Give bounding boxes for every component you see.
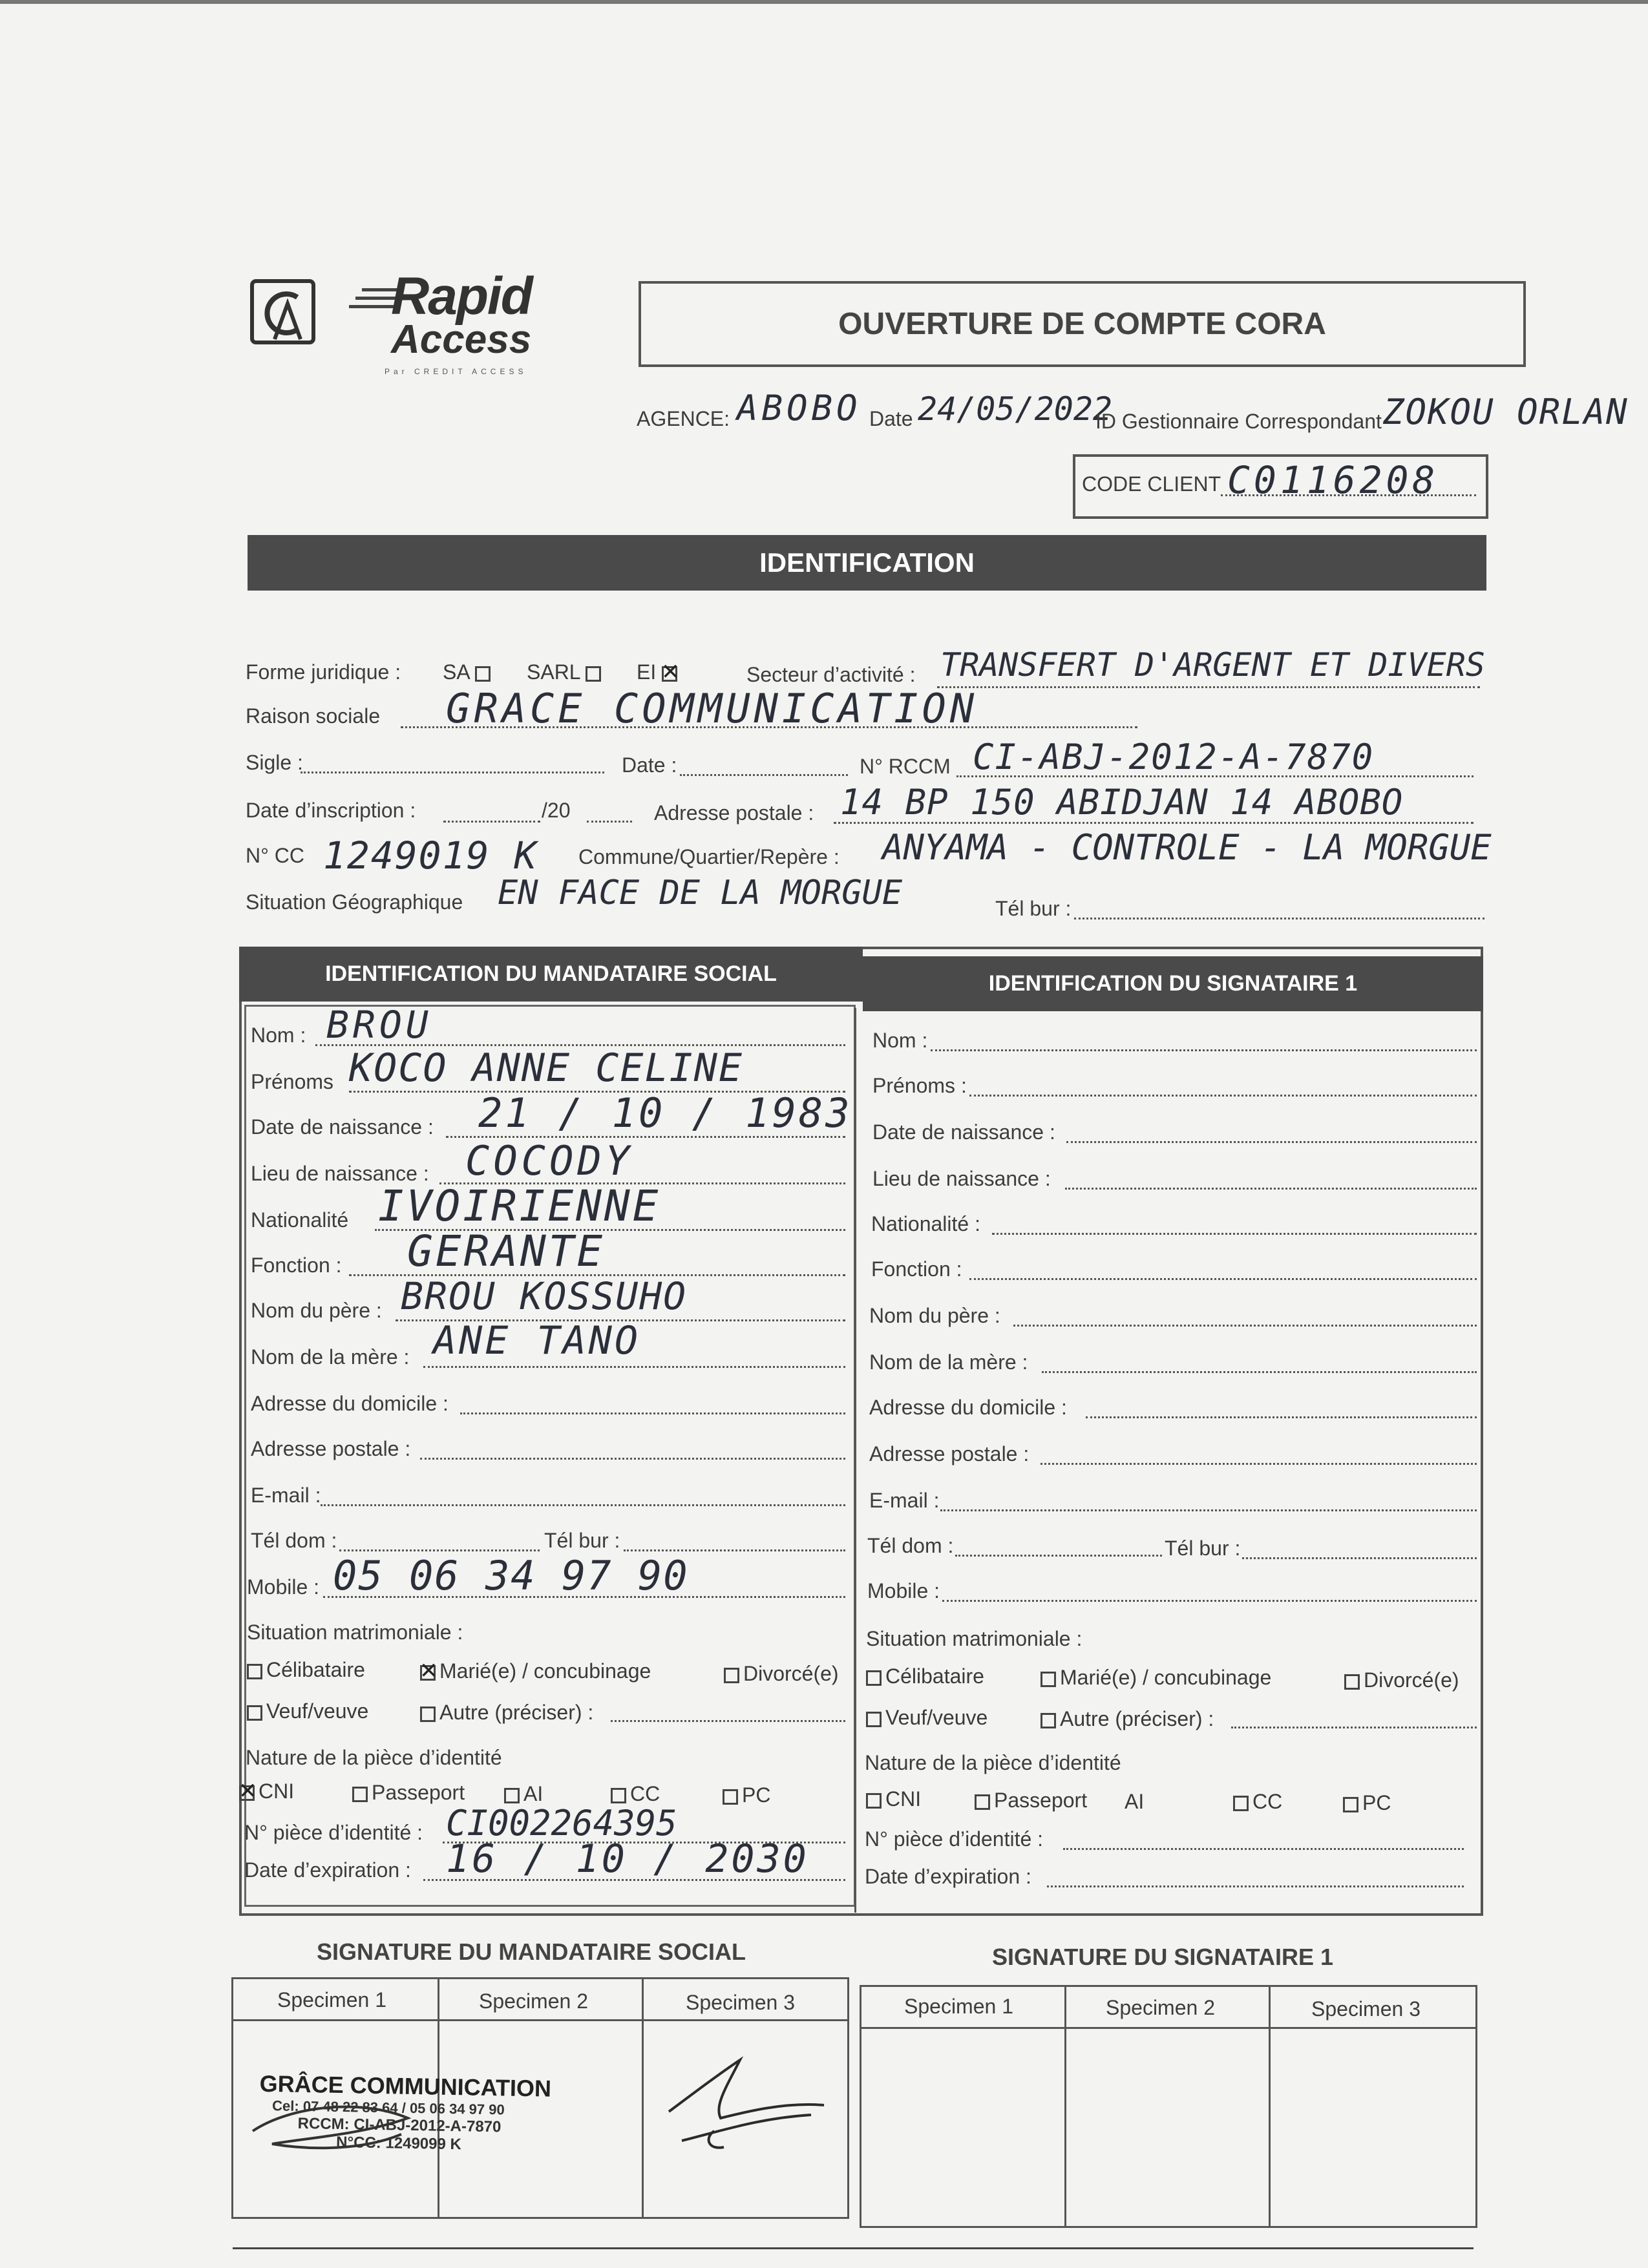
signataire-pc[interactable]: PC xyxy=(1343,1791,1391,1815)
mandataire-mere-label: Nom de la mère : xyxy=(251,1345,410,1369)
mandataire-veuf[interactable]: Veuf/veuve xyxy=(247,1699,368,1723)
mandataire-fonction-label: Fonction : xyxy=(251,1254,342,1277)
signataire-signature-title: SIGNATURE DU SIGNATAIRE 1 xyxy=(992,1944,1334,1970)
gestionnaire-label: ID Gestionnaire Correspondant xyxy=(1095,410,1382,433)
forme-option-ei[interactable]: EI ✕ xyxy=(637,660,681,684)
company-stamp: GRÂCE COMMUNICATION Cel: 07 48 22 83 64 / 05 06 34 97 90 RCCM: CI-ABJ-2012-A-7870 N°CC: 1249099 K xyxy=(259,2070,552,2154)
signataire-postale-label: Adresse postale : xyxy=(869,1442,1030,1465)
signataire-lieu-label: Lieu de naissance : xyxy=(872,1167,1051,1190)
date-label: Date xyxy=(869,407,913,430)
agence-label: AGENCE: xyxy=(637,407,730,430)
logo-brand-line2: Access xyxy=(391,317,532,362)
tel-bur-label: Tél bur : xyxy=(995,897,1072,920)
mandataire-ai[interactable]: AI xyxy=(504,1782,543,1806)
code-client-box xyxy=(1073,454,1488,519)
mandataire-specimen-2: Specimen 2 xyxy=(479,1990,588,2013)
logo-speed-lines xyxy=(349,284,397,330)
mandataire-celibataire[interactable]: Célibataire xyxy=(247,1658,365,1682)
signataire-telbur-label: Tél bur : xyxy=(1165,1537,1241,1560)
signataire-email-label: E-mail : xyxy=(869,1489,940,1512)
checkbox-sarl[interactable] xyxy=(586,666,601,682)
identification-header: IDENTIFICATION xyxy=(248,535,1486,591)
mandataire-teldom-label: Tél dom : xyxy=(251,1529,337,1552)
mandataire-specimen-table xyxy=(231,1977,849,2219)
signataire-specimen-1: Specimen 1 xyxy=(904,1995,1013,2018)
mandataire-pc[interactable]: PC xyxy=(723,1783,770,1807)
date-inscription-year: /20 xyxy=(542,799,571,822)
mandataire-lieu-value: COCODY xyxy=(465,1137,633,1184)
signataire-autre[interactable]: Autre (préciser) : xyxy=(1041,1707,1214,1731)
mandataire-lieu-label: Lieu de naissance : xyxy=(251,1162,429,1185)
mandataire-divorce[interactable]: Divorcé(e) xyxy=(724,1662,839,1686)
signataire-mere-label: Nom de la mère : xyxy=(869,1350,1028,1374)
mandataire-nom-value: BROU xyxy=(326,1003,432,1047)
signataire-passeport[interactable]: Passeport xyxy=(975,1789,1087,1812)
signataire-naissance-label: Date de naissance : xyxy=(872,1120,1055,1144)
signataire-prenoms-label: Prénoms : xyxy=(872,1074,967,1097)
mandataire-naissance-value: 21 / 10 / 1983 xyxy=(478,1089,852,1137)
mandataire-prenoms-value: KOCO ANNE CELINE xyxy=(349,1045,743,1091)
cc-value: 1249019 K xyxy=(323,834,538,877)
column-divider xyxy=(854,1008,856,1913)
signataire-nom-label: Nom : xyxy=(872,1029,928,1052)
mandataire-matri-label: Situation matrimoniale : xyxy=(247,1621,463,1644)
signataire-exp-label: Date d’expiration : xyxy=(865,1865,1031,1888)
gestionnaire-value: ZOKOU ORLAN xyxy=(1383,392,1629,432)
mandataire-nom-label: Nom : xyxy=(251,1024,306,1047)
mandataire-exp-label: Date d’expiration : xyxy=(244,1858,411,1882)
code-client-value: C0116208 xyxy=(1227,458,1439,502)
page-title: OUVERTURE DE COMPTE CORA xyxy=(639,281,1526,367)
adresse-postale-value: 14 BP 150 ABIDJAN 14 ABOBO xyxy=(840,782,1404,823)
signataire-celibataire[interactable]: Célibataire xyxy=(866,1664,984,1688)
mandataire-pere-value: BROU KOSSUHO xyxy=(401,1274,688,1318)
signataire-cni[interactable]: CNI xyxy=(866,1787,921,1811)
raison-sociale-label: Raison sociale xyxy=(246,704,381,728)
mandataire-header: IDENTIFICATION DU MANDATAIRE SOCIAL xyxy=(239,947,863,1002)
signataire-header: IDENTIFICATION DU SIGNATAIRE 1 xyxy=(863,956,1483,1011)
mandataire-num-label: N° pièce d’identité : xyxy=(244,1821,423,1844)
cc-label: N° CC xyxy=(246,844,305,867)
mandataire-exp-value: 16 / 10 / 2030 xyxy=(446,1836,809,1882)
rccm-value: CI-ABJ-2012-A-7870 xyxy=(973,737,1375,777)
situation-geo-value: EN FACE DE LA MORGUE xyxy=(498,874,903,912)
signataire-specimen-2: Specimen 2 xyxy=(1106,1996,1215,2019)
secteur-value: TRANSFERT D'ARGENT ET DIVERS xyxy=(940,646,1485,684)
mandataire-signature-title: SIGNATURE DU MANDATAIRE SOCIAL xyxy=(317,1938,746,1965)
mandataire-domicile-label: Adresse du domicile : xyxy=(251,1392,449,1415)
mandataire-num-value: CI002264395 xyxy=(446,1803,677,1843)
mandataire-cni[interactable]: ✕CNI xyxy=(239,1780,294,1803)
rccm-label: N° RCCM xyxy=(860,755,951,778)
logo-mark-icon xyxy=(249,278,320,349)
adresse-postale-label: Adresse postale : xyxy=(654,801,814,824)
mandataire-specimen-3: Specimen 3 xyxy=(686,1991,795,2014)
logo xyxy=(249,267,565,381)
logo-tagline: Par CREDIT ACCESS xyxy=(385,367,527,376)
mandataire-fonction-value: GERANTE xyxy=(407,1226,606,1276)
signataire-piece-label: Nature de la pièce d’identité xyxy=(865,1751,1121,1774)
logo-brand-line1: Rapid xyxy=(391,267,532,326)
forme-juridique-label: Forme juridique : xyxy=(246,660,401,684)
mandataire-pere-label: Nom du père : xyxy=(251,1299,382,1322)
commune-value: ANYAMA - CONTROLE - LA MORGUE xyxy=(882,827,1492,868)
signataire-fonction-label: Fonction : xyxy=(871,1257,962,1281)
mandataire-mobile-value: 05 06 34 97 90 xyxy=(333,1552,689,1599)
mandataire-piece-label: Nature de la pièce d’identité xyxy=(246,1746,502,1769)
mandataire-email-label: E-mail : xyxy=(251,1484,321,1507)
forme-option-sarl[interactable]: SARL xyxy=(527,660,605,684)
mandataire-nationalite-label: Nationalité xyxy=(251,1208,349,1232)
mandataire-cc[interactable]: CC xyxy=(611,1782,660,1806)
date-inscription-label: Date d’inscription : xyxy=(246,799,416,822)
mandataire-signature-1 xyxy=(233,2021,438,2215)
signataire-marie[interactable]: Marié(e) / concubinage xyxy=(1041,1666,1271,1690)
sigle-label: Sigle : xyxy=(246,751,303,774)
signataire-num-label: N° pièce d’identité : xyxy=(865,1827,1044,1851)
mandataire-nationalite-value: IVOIRIENNE xyxy=(378,1181,661,1231)
signataire-matri-label: Situation matrimoniale : xyxy=(866,1627,1083,1650)
secteur-label: Secteur d’activité : xyxy=(746,663,916,686)
mandataire-mobile-label: Mobile : xyxy=(247,1575,320,1599)
mandataire-signature-3 xyxy=(643,2021,847,2215)
signataire-teldom-label: Tél dom : xyxy=(867,1534,954,1557)
raison-sociale-value: GRACE COMMUNICATION xyxy=(446,685,978,732)
mandataire-marie[interactable]: ✕ Marié(e) / concubinage xyxy=(420,1659,651,1683)
mandataire-mere-value: ANE TANO xyxy=(433,1318,640,1363)
date-creation-label: Date : xyxy=(622,753,677,777)
mandataire-prenoms-label: Prénoms xyxy=(251,1070,334,1093)
signataire-veuf[interactable]: Veuf/veuve xyxy=(866,1706,988,1730)
signataire-domicile-label: Adresse du domicile : xyxy=(869,1396,1067,1419)
checkbox-ei[interactable] xyxy=(662,666,677,682)
signataire-divorce[interactable]: Divorcé(e) xyxy=(1344,1668,1459,1692)
signataire-specimen-3: Specimen 3 xyxy=(1311,1997,1421,2021)
mandataire-postale-label: Adresse postale : xyxy=(251,1437,411,1460)
code-client-label: CODE CLIENT xyxy=(1082,472,1221,496)
signataire-specimen-table xyxy=(860,1985,1477,2228)
commune-label: Commune/Quartier/Repère : xyxy=(578,845,840,868)
page-bottom-rule xyxy=(233,2247,1474,2249)
mandataire-specimen-1: Specimen 1 xyxy=(277,1988,386,2011)
page-top-rule xyxy=(0,0,1648,4)
mandataire-naissance-label: Date de naissance : xyxy=(251,1115,434,1139)
signataire-pere-label: Nom du père : xyxy=(869,1304,1000,1327)
agence-value: ABOBO xyxy=(737,388,861,428)
situation-geo-label: Situation Géographique xyxy=(246,890,463,914)
signataire-ai[interactable]: AI xyxy=(1125,1790,1145,1813)
mandataire-telbur-label: Tél bur : xyxy=(544,1529,620,1552)
signataire-mobile-label: Mobile : xyxy=(867,1579,940,1602)
checkbox-sa[interactable] xyxy=(475,666,491,682)
forme-option-sa[interactable]: SA xyxy=(443,660,494,684)
mandataire-autre[interactable]: Autre (préciser) : xyxy=(420,1701,593,1725)
signataire-nationalite-label: Nationalité : xyxy=(871,1212,980,1235)
mandataire-passeport[interactable]: Passeport xyxy=(352,1781,465,1805)
signataire-cc[interactable]: CC xyxy=(1233,1790,1282,1814)
date-value: 24/05/2022 xyxy=(918,390,1113,428)
